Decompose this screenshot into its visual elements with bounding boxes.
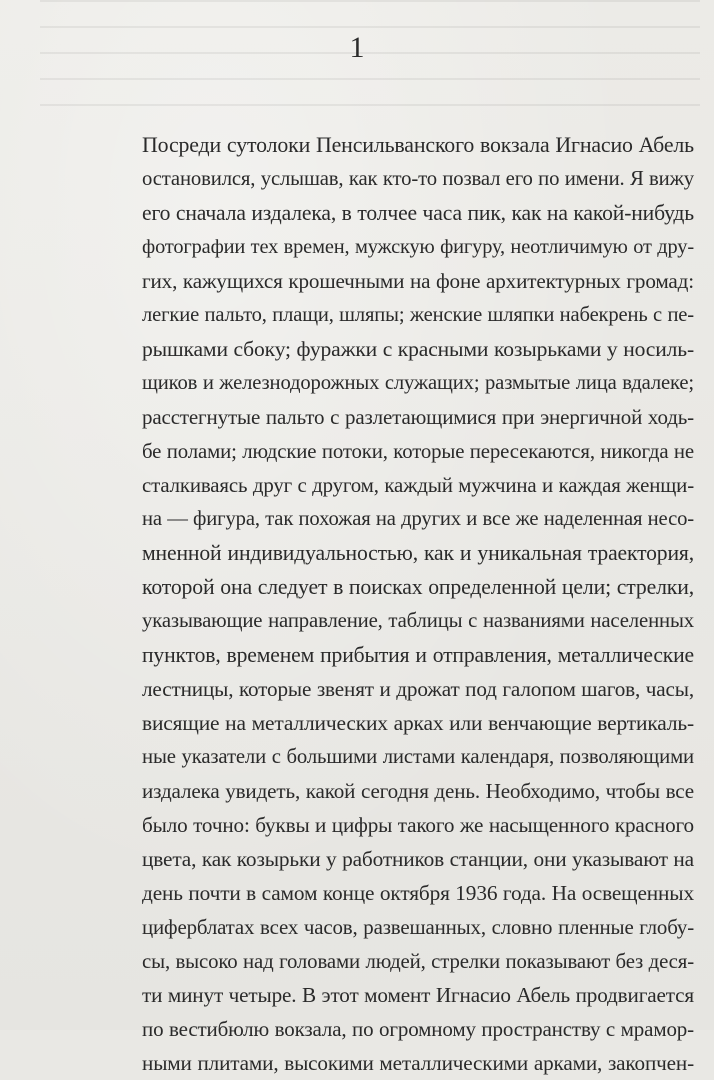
text-line: ти минут четыре. В этот момент Игнасио Абель продвигается: [142, 983, 694, 1007]
text-line: бе полами; людские потоки, которые пересекаются, никогда не: [142, 439, 694, 463]
text-line: по вестибюлю вокзала, по огромному пространству с мрамор-: [142, 1017, 694, 1041]
text-line: день почти в самом конце октября 1936 года. На освещенных: [142, 881, 694, 905]
text-line: щиков и железнодорожных служащих; размытые лица вдалеке;: [142, 372, 694, 394]
text-line: указывающие направление, таблицы с названиями населенных: [142, 610, 694, 632]
text-line: циферблатах всех часов, развешанных, словно пленные глобу-: [142, 915, 694, 939]
body-text: [142, 128, 694, 1080]
text-line: сталкиваясь друг с другом, каждый мужчина и каждая женщи-: [142, 473, 694, 497]
text-line: ные указатели с большими листами календаря, позволяющими: [142, 746, 694, 768]
text-line: рышками сбоку; фуражки с красными козырьками у носиль-: [142, 337, 694, 361]
text-line: ными плитами, высокими металлическими арками, закопчен-: [142, 1051, 694, 1075]
text-line: висящие на металлических арках или венчающие вертикаль-: [142, 711, 694, 735]
text-line: сы, высоко над головами людей, стрелки показывают без деся-: [142, 949, 694, 973]
text-line: гих, кажущихся крошечными на фоне архитектурных громад:: [142, 269, 694, 293]
chapter-number: 1: [349, 31, 365, 64]
text-line: которой она следует в поисках определенной цели; стрелки,: [142, 575, 694, 599]
text-line: на — фигура, так похожая на других и все же наделенная несо-: [142, 508, 694, 530]
text-line: пунктов, временем прибытия и отправления, металлические: [142, 643, 694, 667]
text-line: Посреди сутолоки Пенсильванского вокзала Игнасио Абель: [142, 133, 694, 157]
text-line: легкие пальто, плащи, шляпы; женские шляпки набекрень с пе-: [142, 304, 694, 326]
text-line: мненной индивидуальностью, как и уникальная траектория,: [142, 541, 694, 565]
text-line: фотографии тех времен, мужскую фигуру, неотличимую от дру-: [142, 236, 694, 258]
text-line: лестницы, которые звенят и дрожат под галопом шагов, часы,: [142, 677, 694, 701]
text-line: цвета, как козырьки у работников станции, они указывают на: [142, 847, 694, 871]
text-line: остановился, услышав, как кто-то позвал его по имени. Я вижу: [142, 168, 694, 190]
text-line: его сначала издалека, в толчее часа пик, как на какой-нибудь: [142, 201, 694, 225]
text-line: издалека увидеть, какой сегодня день. Необходимо, чтобы все: [142, 779, 694, 803]
text-line: было точно: буквы и цифры такого же насыщенного красного: [142, 813, 694, 837]
text-line: расстегнутые пальто с разлетающимися при энергичной ходь-: [142, 405, 694, 429]
